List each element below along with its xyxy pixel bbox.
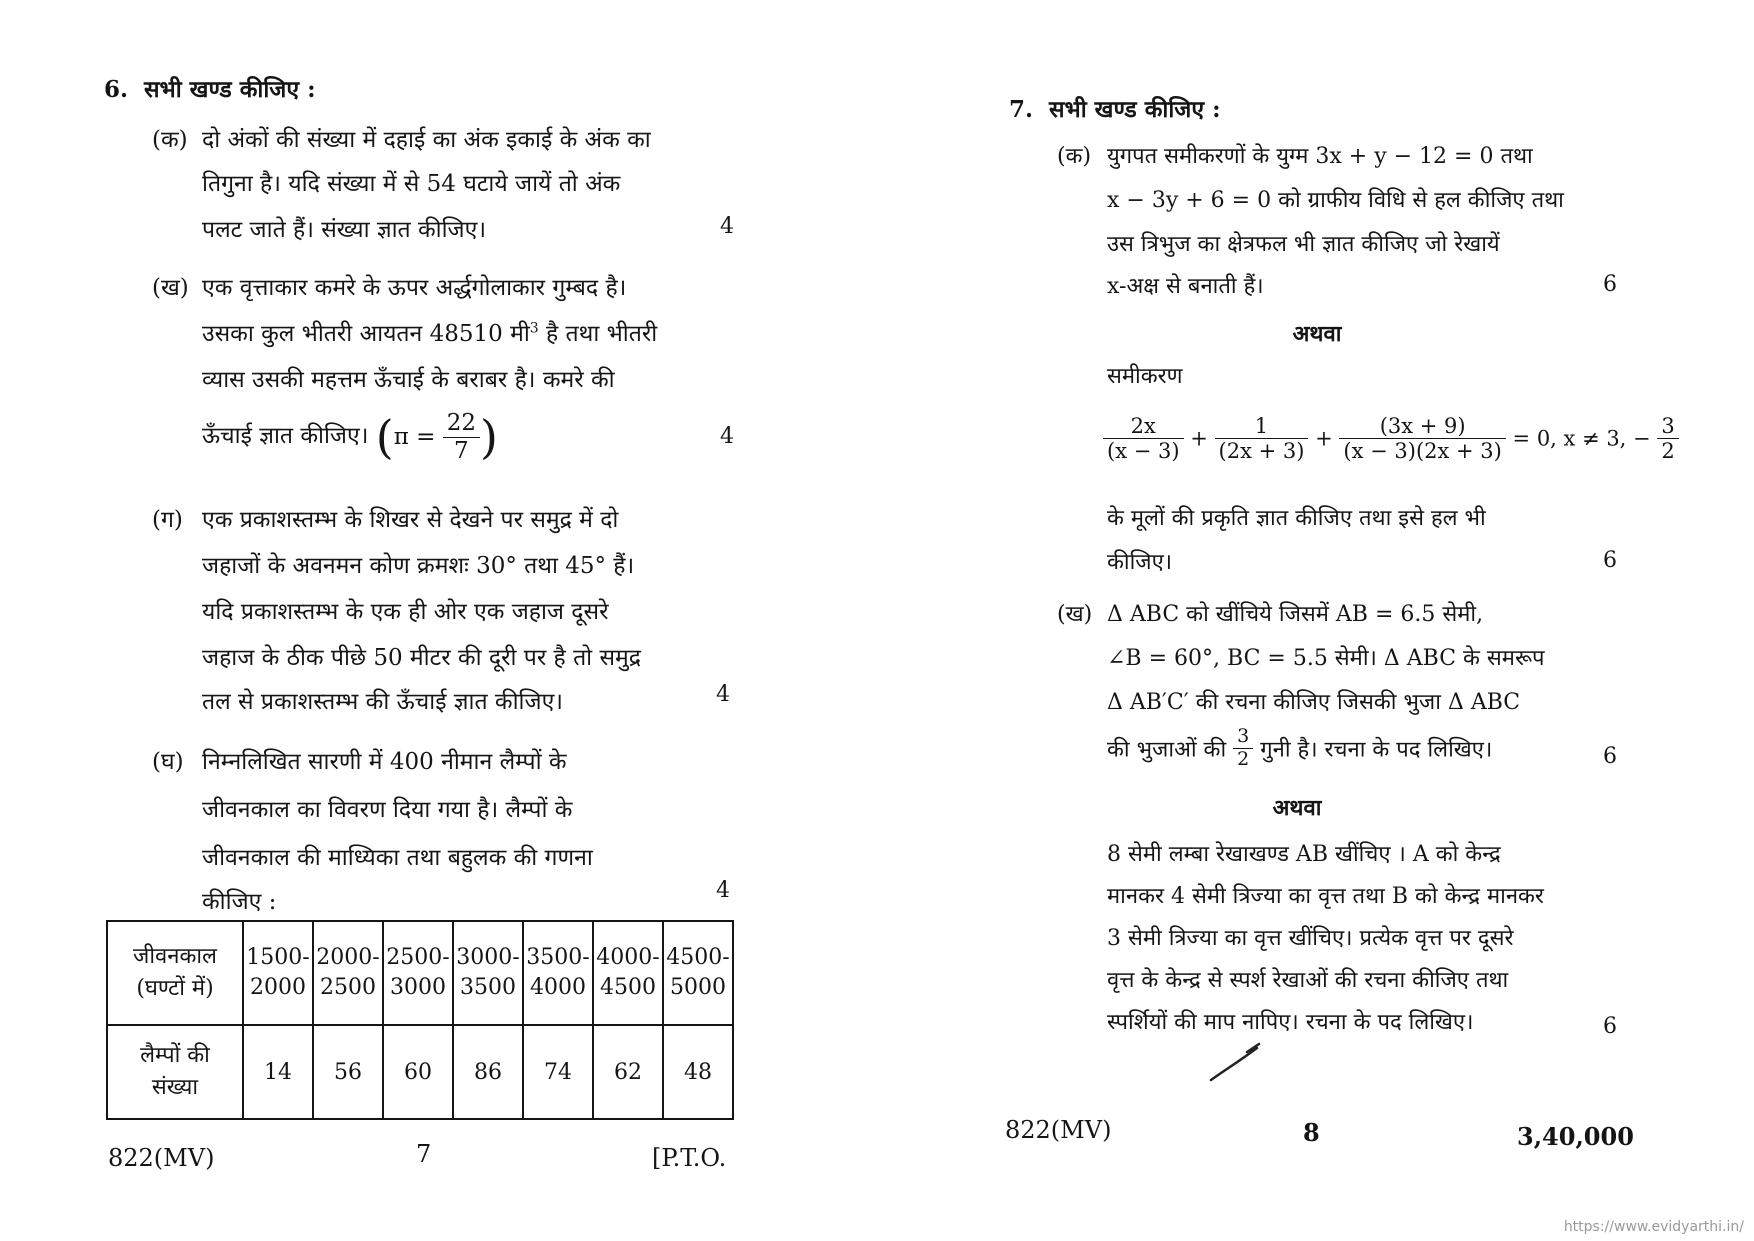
q6a-line-1 [152, 122, 651, 154]
question-7-heading [1009, 92, 1221, 124]
q6a-line-3: पलट जाते हैं। संख्या ज्ञात कीजिए। [202, 217, 487, 243]
q6c-line-2: जहाजों के अवनमन कोण क्रमशः 30° तथा 45° हैं। [202, 553, 635, 579]
paren-open: ( [375, 410, 394, 464]
q6d-line-3: जीवनकाल की माध्यिका तथा बहुलक की गणना [202, 845, 593, 871]
footer-page-number: 8 [1303, 1118, 1320, 1147]
q6c-line-4: जहाज के ठीक पीछे 50 मीटर की दूरी पर है तो समुद्र [202, 645, 641, 671]
q7a-line-4: x-अक्ष से बनाती हैं। [1107, 274, 1264, 299]
table-cell: 2000- 2500 [313, 921, 383, 1025]
q6c-line-3: यदि प्रकाशस्तम्भ के एक ही ओर एक जहाज दूसरे [202, 599, 609, 625]
part-label: (क) [1057, 144, 1092, 169]
q6d-marks: 4 [716, 878, 730, 903]
q7b-line-4 [1107, 726, 1492, 771]
table-cell: 4500- 5000 [663, 921, 733, 1025]
lamp-lifetime-table [106, 920, 734, 1120]
table-row [107, 921, 733, 1025]
paren-close: ) [480, 410, 498, 464]
q6d-line-1 [152, 744, 567, 776]
table-cell: 2500- 3000 [383, 921, 453, 1025]
q6d-line-2: जीवनकाल का विवरण दिया गया है। लैम्पों के [202, 797, 573, 823]
table-cell: 3000- 3500 [453, 921, 523, 1025]
table-cell: 86 [453, 1025, 523, 1119]
pi-symbol: π = [393, 424, 436, 450]
table-cell: 48 [663, 1025, 733, 1119]
watermark-url: https://www.evidyarthi.in/ [1563, 1219, 1744, 1235]
table-cell: 1500- 2000 [243, 921, 313, 1025]
pen-mark-icon [1207, 1040, 1267, 1084]
line-text: की भुजाओं की [1107, 737, 1227, 763]
q7b-or-marks: 6 [1603, 1014, 1617, 1039]
q7a-marks: 6 [1603, 272, 1617, 297]
equation-line-1: के मूलों की प्रकृति ज्ञात कीजिए तथा इसे हल भी [1107, 506, 1486, 531]
line-text: निम्नलिखित सारणी में 400 नीमान लैम्पों के [202, 749, 567, 775]
cell-text: (घण्टों में) [136, 976, 214, 1001]
operator: + [1190, 426, 1208, 451]
q6b-marks: 4 [720, 424, 734, 449]
cell-text: लैम्पों की [140, 1043, 210, 1069]
footer-print-count: 3,40,000 [1517, 1122, 1634, 1151]
part-label: (ख) [152, 275, 189, 301]
superscript: 3 [529, 320, 539, 337]
pi-fraction [443, 410, 480, 464]
q7b-or-line-4: वृत्त के केन्द्र से स्पर्श रेखाओं की रचना कीजिए तथा [1107, 968, 1509, 993]
q7b-or-line-2: मानकर 4 सेमी त्रिज्या का वृत्त तथा B को केन्द्र मानकर [1107, 884, 1544, 909]
table-cell: 4000- 4500 [593, 921, 663, 1025]
equation-tail: = 0, x ≠ 3, − [1512, 426, 1651, 451]
q6c-line-1 [152, 502, 618, 534]
line-text: है तथा भीतरी [538, 321, 658, 347]
q6a-line-2: तिगुना है। यदि संख्या में से 54 घटाये जायें तो अंक [202, 171, 621, 197]
q7b-line-2: ∠B = 60°, BC = 5.5 सेमी। Δ ABC के समरूप [1107, 646, 1545, 671]
q7b-line-1 [1057, 598, 1483, 628]
footer-page-number: 7 [416, 1140, 432, 1168]
q7b-or-line-3: 3 सेमी त्रिज्या का वृत्त खींचिए। प्रत्येक वृत्त पर दूसरे [1107, 926, 1514, 951]
table-cell: 74 [523, 1025, 593, 1119]
q7a-line-3: उस त्रिभुज का क्षेत्रफल भी ज्ञात कीजिए जो रेखायें [1107, 232, 1500, 257]
table-cell: 62 [593, 1025, 663, 1119]
denominator: 7 [454, 437, 469, 464]
q6b-line-3: व्यास उसकी महत्तम ऊँचाई के बराबर है। कमरे की [202, 367, 615, 393]
line-text: उसका कुल भीतरी आयतन 48510 मी [202, 321, 530, 347]
q7b-marks: 6 [1603, 744, 1617, 769]
fraction: $\frac{2x}{(x - 3)}$ [1103, 414, 1184, 463]
line-text: युगपत समीकरणों के युग्म 3x + y − 12 = 0 तथा [1107, 144, 1533, 169]
fraction: $\frac{3}{2}$ [1233, 726, 1253, 771]
q7b-or-line-5: स्पर्शियों की माप नापिए। रचना के पद लिखिए। [1107, 1010, 1474, 1035]
equation [1103, 414, 1679, 463]
part-label: (ग) [152, 507, 183, 533]
equation-line-2: कीजिए। [1107, 550, 1173, 575]
q7b-line-3: Δ AB′C′ की रचना कीजिए जिसकी भुजा Δ ABC [1107, 690, 1521, 715]
q6a-marks: 4 [720, 214, 734, 239]
or-heading: अथवा [1292, 321, 1342, 347]
question-title: सभी खण्ड कीजिए : [144, 76, 316, 103]
fraction: $\frac{(3x + 9)}{(x - 3)(2x + 3)}$ [1339, 414, 1505, 463]
line-text: ऊँचाई ज्ञात कीजिए। [202, 423, 369, 449]
right-page [877, 0, 1754, 1241]
q7a-line-2: x − 3y + 6 = 0 को ग्राफीय विधि से हल कीजिए तथा [1107, 188, 1564, 213]
table-row [107, 1025, 733, 1119]
table-cell: 14 [243, 1025, 313, 1119]
table-header-cell [107, 1025, 243, 1119]
or-heading: अथवा [1272, 795, 1322, 821]
line-text: एक वृत्ताकार कमरे के ऊपर अर्द्धगोलाकार गुम्बद है। [202, 275, 627, 301]
table-cell: 60 [383, 1025, 453, 1119]
q7b-or-line-1: 8 सेमी लम्बा रेखाखण्ड AB खींचिए । A को केन्द्र [1107, 842, 1501, 867]
footer-code: 822(MV) [1005, 1116, 1112, 1144]
question-title: सभी खण्ड कीजिए : [1049, 96, 1221, 123]
q7a-or-marks: 6 [1603, 548, 1617, 573]
line-text: गुनी है। रचना के पद लिखिए। [1260, 737, 1493, 763]
table-header-cell [107, 921, 243, 1025]
q6c-marks: 4 [716, 682, 730, 707]
part-label: (ख) [1057, 602, 1093, 627]
operator: + [1315, 426, 1333, 451]
fraction: $\frac{3}{2}$ [1657, 414, 1678, 463]
q7a-line-1 [1057, 140, 1533, 170]
footer-code: 822(MV) [108, 1144, 215, 1172]
line-text: दो अंकों की संख्या में दहाई का अंक इकाई के अंक का [202, 127, 651, 153]
cell-text: जीवनकाल [133, 944, 217, 970]
cell-text: संख्या [151, 1075, 199, 1100]
table-cell: 56 [313, 1025, 383, 1119]
part-label: (क) [152, 127, 188, 153]
line-text: एक प्रकाशस्तम्भ के शिखर से देखने पर समुद्र में दो [202, 507, 619, 533]
question-number: 7. [1009, 96, 1034, 123]
q6b-line-2 [202, 316, 657, 348]
part-label: (घ) [152, 749, 184, 775]
line-text: Δ ABC को खींचिये जिसमें AB = 6.5 सेमी, [1107, 602, 1484, 627]
question-number: 6. [104, 76, 129, 103]
table-cell: 3500- 4000 [523, 921, 593, 1025]
numerator: 22 [443, 410, 480, 437]
q6d-line-4: कीजिए : [202, 889, 277, 915]
question-6-heading [104, 72, 316, 104]
q6c-line-5: तल से प्रकाशस्तम्भ की ऊँचाई ज्ञात कीजिए। [202, 689, 564, 715]
footer-pto: [P.T.O. [652, 1144, 727, 1172]
q6b-line-4 [202, 410, 498, 464]
q6b-line-1 [152, 270, 626, 302]
fraction: $\frac{1}{(2x + 3)}$ [1215, 414, 1309, 463]
equation-label: समीकरण [1107, 364, 1183, 389]
